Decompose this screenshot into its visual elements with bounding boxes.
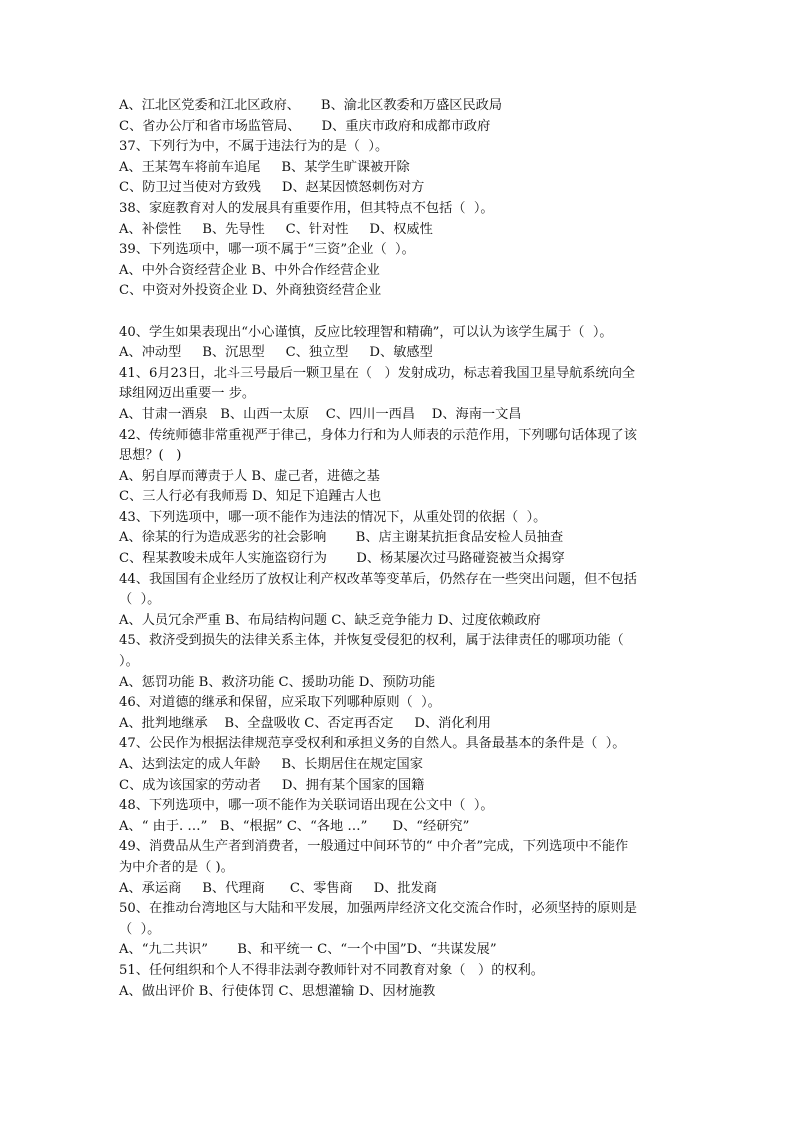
text-line: A、冲动型 B、沉思型 C、独立型 D、敏感型 <box>119 345 433 361</box>
text-line: A、做出评价 B、行使体罚 C、思想灌输 D、因材施教 <box>119 983 436 999</box>
text-line: 思想？( ) <box>119 448 182 464</box>
text-line: 为中介者的是（ )。 <box>119 859 234 875</box>
text-line: A、“ 由于. …” B、“根据” C、“各地 …” D、“经研究” <box>119 818 470 834</box>
text-line: ）。 <box>119 654 139 670</box>
text-line: 40、学生如果表现出“小心谨慎，反应比较理智和精确”，可以认为该学生属于（ ）。 <box>119 324 613 340</box>
text-line: 48、下列选项中，哪一项不能作为关联词语出现在公文中（ ）。 <box>119 798 494 814</box>
text-line: C、成为该国家的劳动者 D、拥有某个国家的国籍 <box>119 777 425 793</box>
text-line: A、王某驾车将前车追尾 B、某学生旷课被开除 <box>119 159 410 175</box>
text-line: C、防卫过当使对方致残 D、赵某因愤怒刺伤对方 <box>119 180 425 196</box>
text-line: 39、下列选项中，哪一项不属于“三资”企业（ ）。 <box>119 242 415 258</box>
text-line: A、补偿性 B、先导性 C、针对性 D、权威性 <box>119 221 433 237</box>
text-line: A、达到法定的成人年龄 B、长期居住在规定国家 <box>119 757 423 772</box>
text-line: 37、下列行为中，不属于违法行为的是（ ）。 <box>119 139 389 155</box>
text-line: A、“九二共识” B、和平统一 C、“一个中国”D、“共谋发展” <box>119 942 497 958</box>
text-line: 47、公民作为根据法律规范享受权利和承担义务的自然人。具备最基本的条件是（ ）。 <box>119 736 626 752</box>
text-line: 41、6月23日，北斗三号最后一颗卫星在（ ）发射成功，标志着我国卫星导航系统向全 <box>119 365 636 381</box>
text-line: A、惩罚功能 B、救济功能 C、援助功能 D、预防功能 <box>119 674 436 690</box>
text-line: 球组网迈出重要一 步。 <box>119 386 256 402</box>
text-line: A、甘肃一酒泉 B、山西一太原 C、四川一西昌 D、海南一文昌 <box>119 406 522 422</box>
text-line: 45、救济受到损失的法律关系主体，并恢复受侵犯的权利，属于法律责任的哪项功能（ <box>119 633 624 649</box>
text-line: A、江北区党委和江北区政府、 B、渝北区教委和万盛区民政局 <box>119 98 503 113</box>
text-line: （ ）。 <box>119 592 161 608</box>
text-line: 44、我国国有企业经历了放权让利产权改革等变革后，仍然存在一些突出问题，但不包括 <box>119 571 637 587</box>
blank-line <box>119 302 679 323</box>
text-line: A、躬自厚而薄责于人 B、虚己者，进德之基 <box>119 468 380 484</box>
text-line: C、省办公厅和省市场监管局、 D、重庆市政府和成都市政府 <box>119 118 491 134</box>
text-line: A、承运商 B、代理商 C、零售商 D、批发商 <box>119 880 437 896</box>
text-line: A、批判地继承 B、全盘吸收 C、否定再否定 D、消化利用 <box>119 715 491 731</box>
text-line: 38、家庭教育对人的发展具有重要作用，但其特点不包括（ ）。 <box>119 200 494 216</box>
text-line: （ ）。 <box>119 921 161 937</box>
text-line: 51、任何组织和个人不得非法剥夺教师针对不同教育对象（ ）的权利。 <box>119 962 544 978</box>
text-line: 46、对道德的继承和保留，应采取下列哪种原则（ ）。 <box>119 695 441 711</box>
text-line: 50、在推动台湾地区与大陆和平发展，加强两岸经济文化交流合作时，必须坚持的原则是 <box>119 901 637 917</box>
text-line: A、人员冗余严重 B、布局结构问题 C、缺乏竞争能力 D、过度依赖政府 <box>119 612 541 628</box>
text-line: C、三人行必有我师焉 D、知足下追踵古人也 <box>119 489 382 505</box>
text-line: C、程某教唆未成年人实施盗窃行为 D、杨某屡次过马路碰瓷被当众揭穿 <box>119 551 565 567</box>
text-line: 43、下列选项中，哪一项不能作为违法的情况下，从重处罚的依据（ ）。 <box>119 509 547 525</box>
text-line: A、中外合资经营企业 B、中外合作经营企业 <box>119 262 380 278</box>
document-body <box>119 96 679 1002</box>
text-line: A、徐某的行为造成恶劣的社会影响 B、店主谢某抗拒食品安检人员抽查 <box>119 530 564 546</box>
text-line: C、中资对外投资企业 D、外商独资经营企业 <box>119 283 382 299</box>
text-line: 42、传统师德非常重视严于律己，身体力行和为人师表的示范作用，下列哪句话体现了该 <box>119 427 637 443</box>
text-line: 49、消费品从生产者到消费者，一般通过中间环节的“ 中介者”完成，下列选项中不能作 <box>119 839 629 855</box>
